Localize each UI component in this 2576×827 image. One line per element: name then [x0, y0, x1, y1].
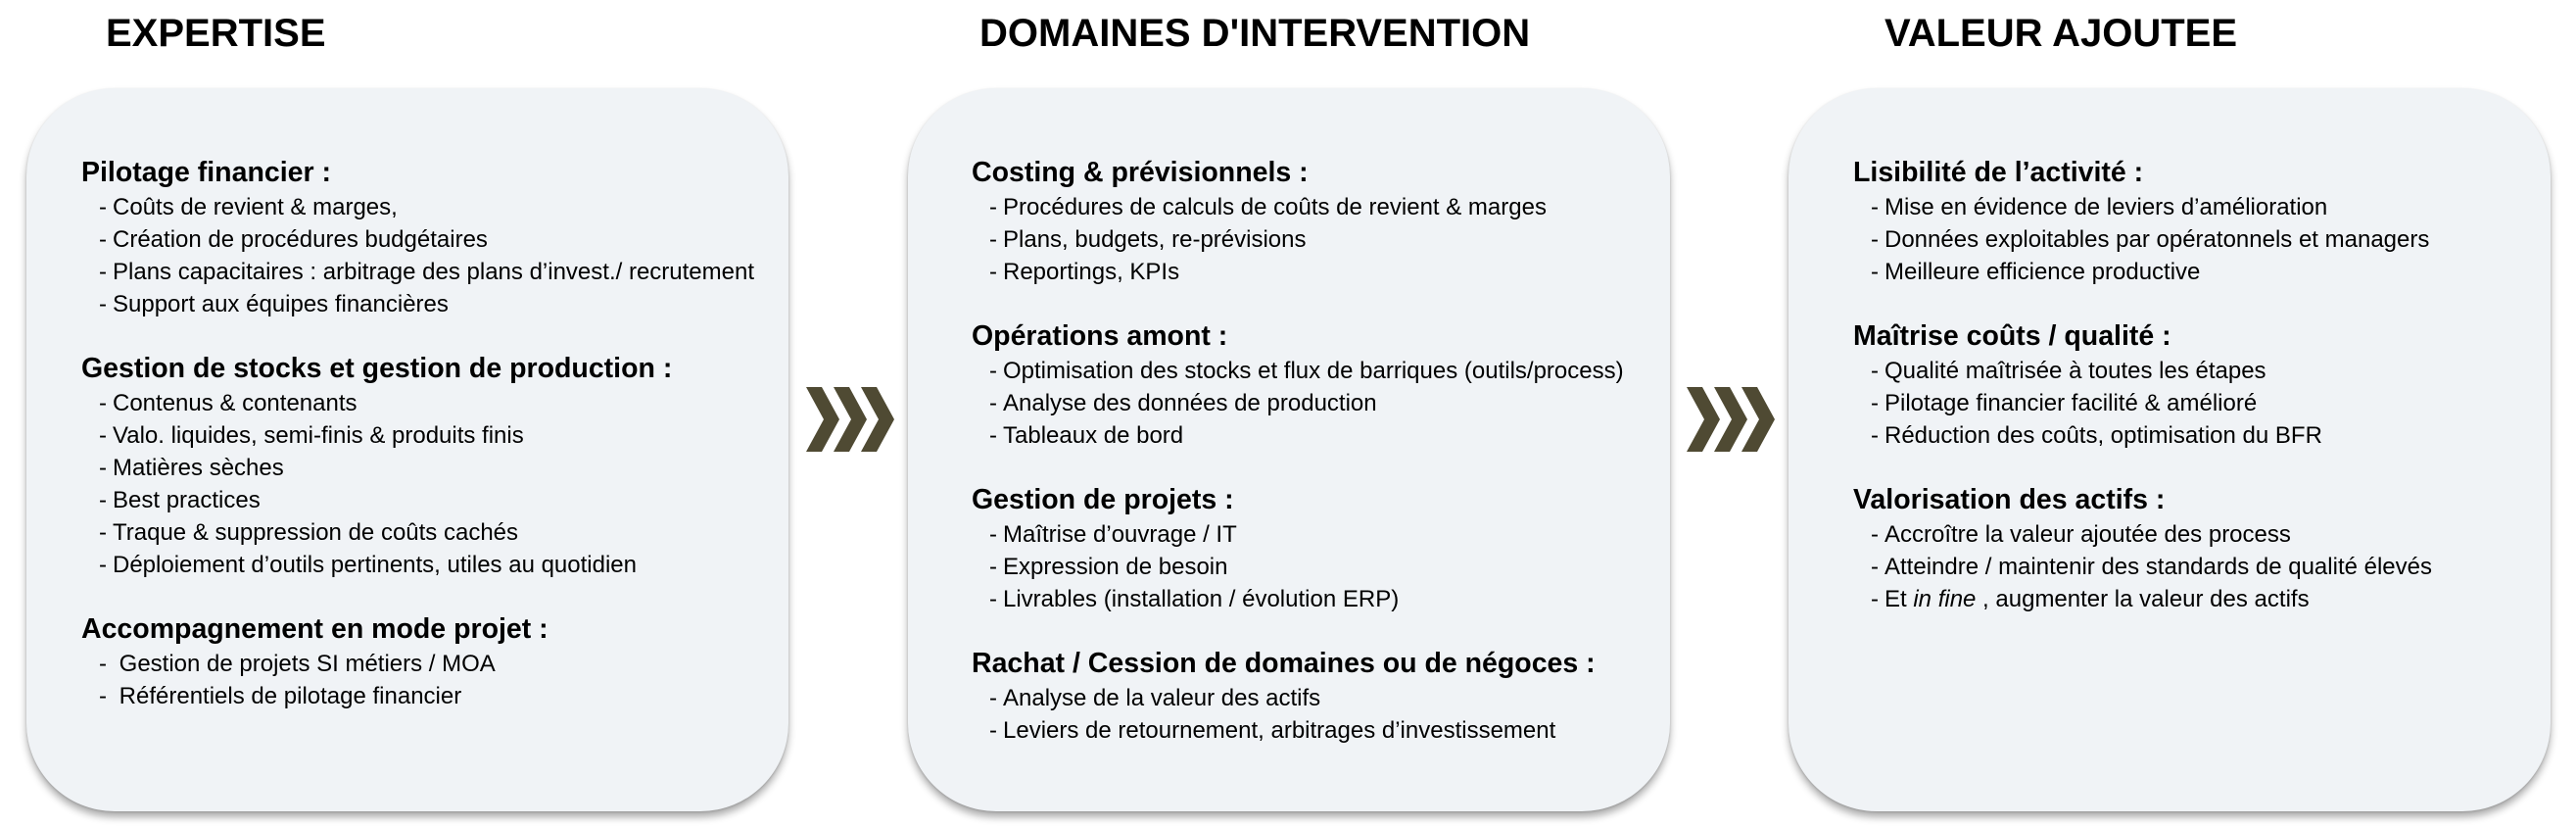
item-list — [81, 648, 788, 712]
column-title-expertise: EXPERTISE — [106, 12, 326, 55]
section-title: Accompagnement en mode projet : — [81, 613, 549, 645]
section-title: Pilotage financier : — [81, 157, 331, 188]
list-item — [972, 518, 1670, 551]
bullet-dash: - — [99, 487, 107, 513]
bullet-dash: - — [1871, 554, 1879, 580]
bullet-dash: - — [989, 226, 997, 253]
list-item — [81, 516, 788, 549]
list-item — [972, 387, 1670, 419]
item-list — [972, 682, 1670, 747]
item-text: Référentiels de pilotage financier — [113, 683, 462, 709]
item-text: Réduction des coûts, optimisation du BFR — [1884, 422, 2322, 449]
item-list — [1853, 355, 2551, 452]
section — [1853, 482, 2551, 615]
section — [972, 482, 1670, 615]
bullet-dash: - — [989, 554, 997, 580]
item-text: Best practices — [113, 487, 261, 513]
item-text: Leviers de retournement, arbitrages d’investissement — [1003, 717, 1556, 744]
list-item — [972, 714, 1670, 747]
bullet-dash: - — [989, 685, 997, 711]
list-item — [1853, 256, 2551, 288]
item-list — [972, 518, 1670, 615]
list-item — [972, 256, 1670, 288]
triple-chevron-right-icon — [806, 387, 900, 452]
item-text: Pilotage financier facilité & amélioré — [1884, 390, 2258, 416]
section-title: Costing & prévisionnels : — [972, 157, 1309, 188]
section — [972, 318, 1670, 452]
item-text: Maîtrise d’ouvrage / IT — [1003, 521, 1237, 548]
section — [81, 155, 788, 320]
list-item — [1853, 583, 2551, 615]
bullet-dash: - — [989, 358, 997, 384]
item-text: Création de procédures budgétaires — [113, 226, 488, 253]
item-text: Valo. liquides, semi-finis & produits finis — [113, 422, 524, 449]
section — [1853, 155, 2551, 288]
section-title: Gestion de projets : — [972, 484, 1234, 515]
bullet-dash: - — [989, 521, 997, 548]
list-item — [81, 648, 788, 680]
item-text: Matières sèches — [113, 455, 284, 481]
item-text: Plans, budgets, re-prévisions — [1003, 226, 1307, 253]
bullet-dash: - — [1871, 422, 1879, 449]
list-item — [972, 355, 1670, 387]
bullet-dash: - — [989, 259, 997, 285]
bullet-dash: - — [1871, 259, 1879, 285]
item-text: Procédures de calculs de coûts de revient & marges — [1003, 194, 1547, 220]
column-title-domaines: DOMAINES D'INTERVENTION — [979, 12, 1531, 55]
bullet-dash: - — [99, 226, 107, 253]
section-title: Rachat / Cession de domaines ou de négoces : — [972, 648, 1596, 679]
bullet-dash: - — [989, 586, 997, 612]
bullet-dash: - — [989, 194, 997, 220]
bullet-dash: - — [99, 422, 107, 449]
bullet-dash: - — [99, 455, 107, 481]
bullet-dash: - — [99, 683, 107, 709]
triple-chevron-right-icon — [1687, 387, 1781, 452]
section-title: Opérations amont : — [972, 320, 1228, 352]
item-text-prefix: Et — [1884, 586, 1914, 612]
item-text: Qualité maîtrisée à toutes les étapes — [1884, 358, 2266, 384]
item-text: Reportings, KPIs — [1003, 259, 1180, 285]
bullet-dash: - — [1871, 390, 1879, 416]
list-item — [81, 387, 788, 419]
item-text: Expression de besoin — [1003, 554, 1228, 580]
section — [1853, 318, 2551, 452]
bullet-dash: - — [1871, 586, 1879, 612]
list-item — [1853, 551, 2551, 583]
bullet-dash: - — [989, 422, 997, 449]
bullet-dash: - — [99, 291, 107, 317]
bullet-dash: - — [99, 552, 107, 578]
list-item — [1853, 387, 2551, 419]
item-text: Contenus & contenants — [113, 390, 358, 416]
section — [81, 351, 788, 581]
item-text: Traque & suppression de coûts cachés — [113, 519, 519, 546]
list-item — [972, 682, 1670, 714]
section — [81, 611, 788, 712]
item-text-emphasis: in fine — [1913, 586, 1977, 612]
list-item — [1853, 223, 2551, 256]
bullet-dash: - — [989, 717, 997, 744]
list-item — [81, 191, 788, 223]
bullet-dash: - — [989, 390, 997, 416]
item-text: Livrables (installation / évolution ERP) — [1003, 586, 1400, 612]
bullet-dash: - — [99, 259, 107, 285]
card-expertise — [26, 88, 788, 811]
bullet-dash: - — [1871, 358, 1879, 384]
section — [972, 155, 1670, 288]
list-item — [972, 551, 1670, 583]
item-text: Analyse de la valeur des actifs — [1003, 685, 1321, 711]
list-item — [972, 223, 1670, 256]
list-item — [972, 583, 1670, 615]
item-list — [81, 387, 788, 581]
item-text: Meilleure efficience productive — [1884, 259, 2201, 285]
bullet-dash: - — [99, 194, 107, 220]
list-item — [81, 256, 788, 288]
list-item — [81, 549, 788, 581]
bullet-dash: - — [99, 390, 107, 416]
list-item — [81, 419, 788, 452]
bullet-dash: - — [1871, 226, 1879, 253]
item-list — [81, 191, 788, 320]
item-text: Plans capacitaires : arbitrage des plans d’invest./ recrutement — [113, 259, 754, 285]
item-text: Analyse des données de production — [1003, 390, 1377, 416]
list-item — [1853, 191, 2551, 223]
section-title: Maîtrise coûts / qualité : — [1853, 320, 2171, 352]
column-title-valeur: VALEUR AJOUTEE — [1884, 12, 2238, 55]
item-text: Support aux équipes financières — [113, 291, 449, 317]
list-item — [81, 223, 788, 256]
item-text: Mise en évidence de leviers d’amélioration — [1884, 194, 2328, 220]
card-valeur — [1789, 88, 2551, 811]
list-item — [81, 680, 788, 712]
list-item — [1853, 419, 2551, 452]
item-text: Déploiement d’outils pertinents, utiles au quotidien — [113, 552, 637, 578]
bullet-dash: - — [99, 651, 107, 677]
list-item — [81, 288, 788, 320]
list-item — [1853, 518, 2551, 551]
list-item — [972, 191, 1670, 223]
item-text-suffix: , augmenter la valeur des actifs — [1976, 586, 2310, 612]
section-title: Lisibilité de l’activité : — [1853, 157, 2144, 188]
section — [972, 646, 1670, 747]
card-domaines — [908, 88, 1670, 811]
bullet-dash: - — [1871, 521, 1879, 548]
item-text: Optimisation des stocks et flux de barriques (outils/process) — [1003, 358, 1624, 384]
section-title: Gestion de stocks et gestion de production : — [81, 353, 673, 384]
item-list — [1853, 191, 2551, 288]
bullet-dash: - — [99, 519, 107, 546]
item-list — [1853, 518, 2551, 615]
item-text: Tableaux de bord — [1003, 422, 1184, 449]
bullet-dash: - — [1871, 194, 1879, 220]
list-item — [972, 419, 1670, 452]
item-text: Accroître la valeur ajoutée des process — [1884, 521, 2291, 548]
list-item — [81, 452, 788, 484]
section-title: Valorisation des actifs : — [1853, 484, 2166, 515]
list-item — [81, 484, 788, 516]
list-item — [1853, 355, 2551, 387]
item-text: Gestion de projets SI métiers / MOA — [113, 651, 496, 677]
item-list — [972, 191, 1670, 288]
item-text: Coûts de revient & marges, — [113, 194, 398, 220]
item-list — [972, 355, 1670, 452]
item-text: Données exploitables par opératonnels et managers — [1884, 226, 2430, 253]
item-text: Atteindre / maintenir des standards de qualité élevés — [1884, 554, 2432, 580]
